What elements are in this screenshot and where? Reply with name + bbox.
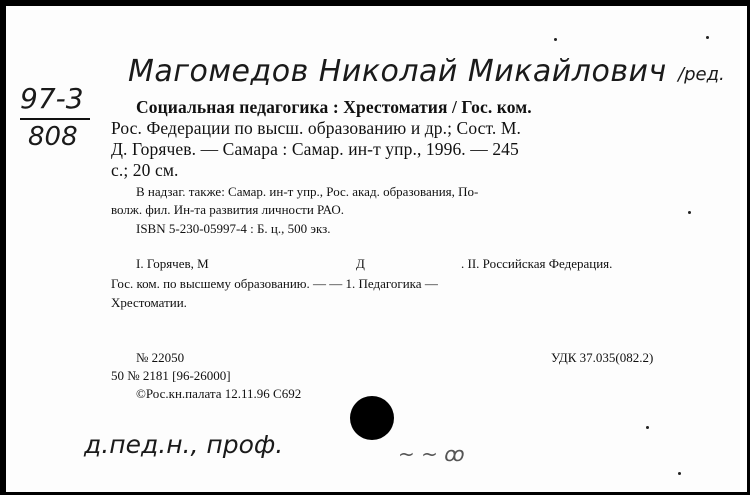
record-line-3: Д. Горячев. — Самара : Самар. ин-т упр., 1996. — 245 (111, 139, 519, 159)
card-punch-hole (350, 396, 394, 440)
scribble-mark: ~ ~ ꝏ (398, 442, 465, 466)
tracing-3: Хрестоматии. (111, 295, 187, 310)
speck (706, 36, 709, 39)
shelf-mark-top: 97-3 (20, 82, 84, 115)
record-line-4: с.; 20 см. (111, 160, 179, 180)
handwritten-author-name: Магомедов Николай Микайлович (128, 54, 667, 89)
handwritten-role: /ред. (678, 64, 725, 85)
record-isbn: ISBN 5-230-05997-4 : Б. ц., 500 экз. (136, 221, 331, 236)
record-note-2: волж. фил. Ин-та развития личности РАО. (111, 202, 344, 217)
tracing-1-initial: Д (356, 256, 365, 271)
speck (678, 472, 681, 475)
tracing-1-name: I. Горячев, М (136, 256, 209, 271)
speck (646, 426, 649, 429)
handwritten-degree-note: д.пед.н., проф. (84, 430, 284, 459)
record-number-2: 50 № 2181 [96-26000] (111, 368, 231, 383)
record-title: Социальная педагогика : Хрестоматия / Гос. ком. (136, 97, 532, 117)
record-note-1: В надзаг. также: Самар. ин-т упр., Рос. акад. образования, По- (136, 184, 479, 199)
tracing-2: Гос. ком. по высшему образованию. — — 1. Педагогика — (111, 276, 438, 291)
speck (688, 211, 691, 214)
shelf-mark-divider (20, 118, 90, 120)
record-number: № 22050 (136, 350, 185, 365)
catalog-card (6, 6, 747, 492)
shelf-mark-bottom: 808 (28, 122, 78, 152)
record-line-2: Рос. Федерации по высш. образованию и др.; Сост. М. (111, 118, 521, 138)
book-chamber-stamp: ©Рос.кн.палата 12.11.96 С692 (136, 386, 302, 401)
tracing-1-rest: . II. Российская Федерация. (461, 256, 613, 271)
udk-code: УДК 37.035(082.2) (551, 350, 654, 365)
speck (554, 38, 557, 41)
